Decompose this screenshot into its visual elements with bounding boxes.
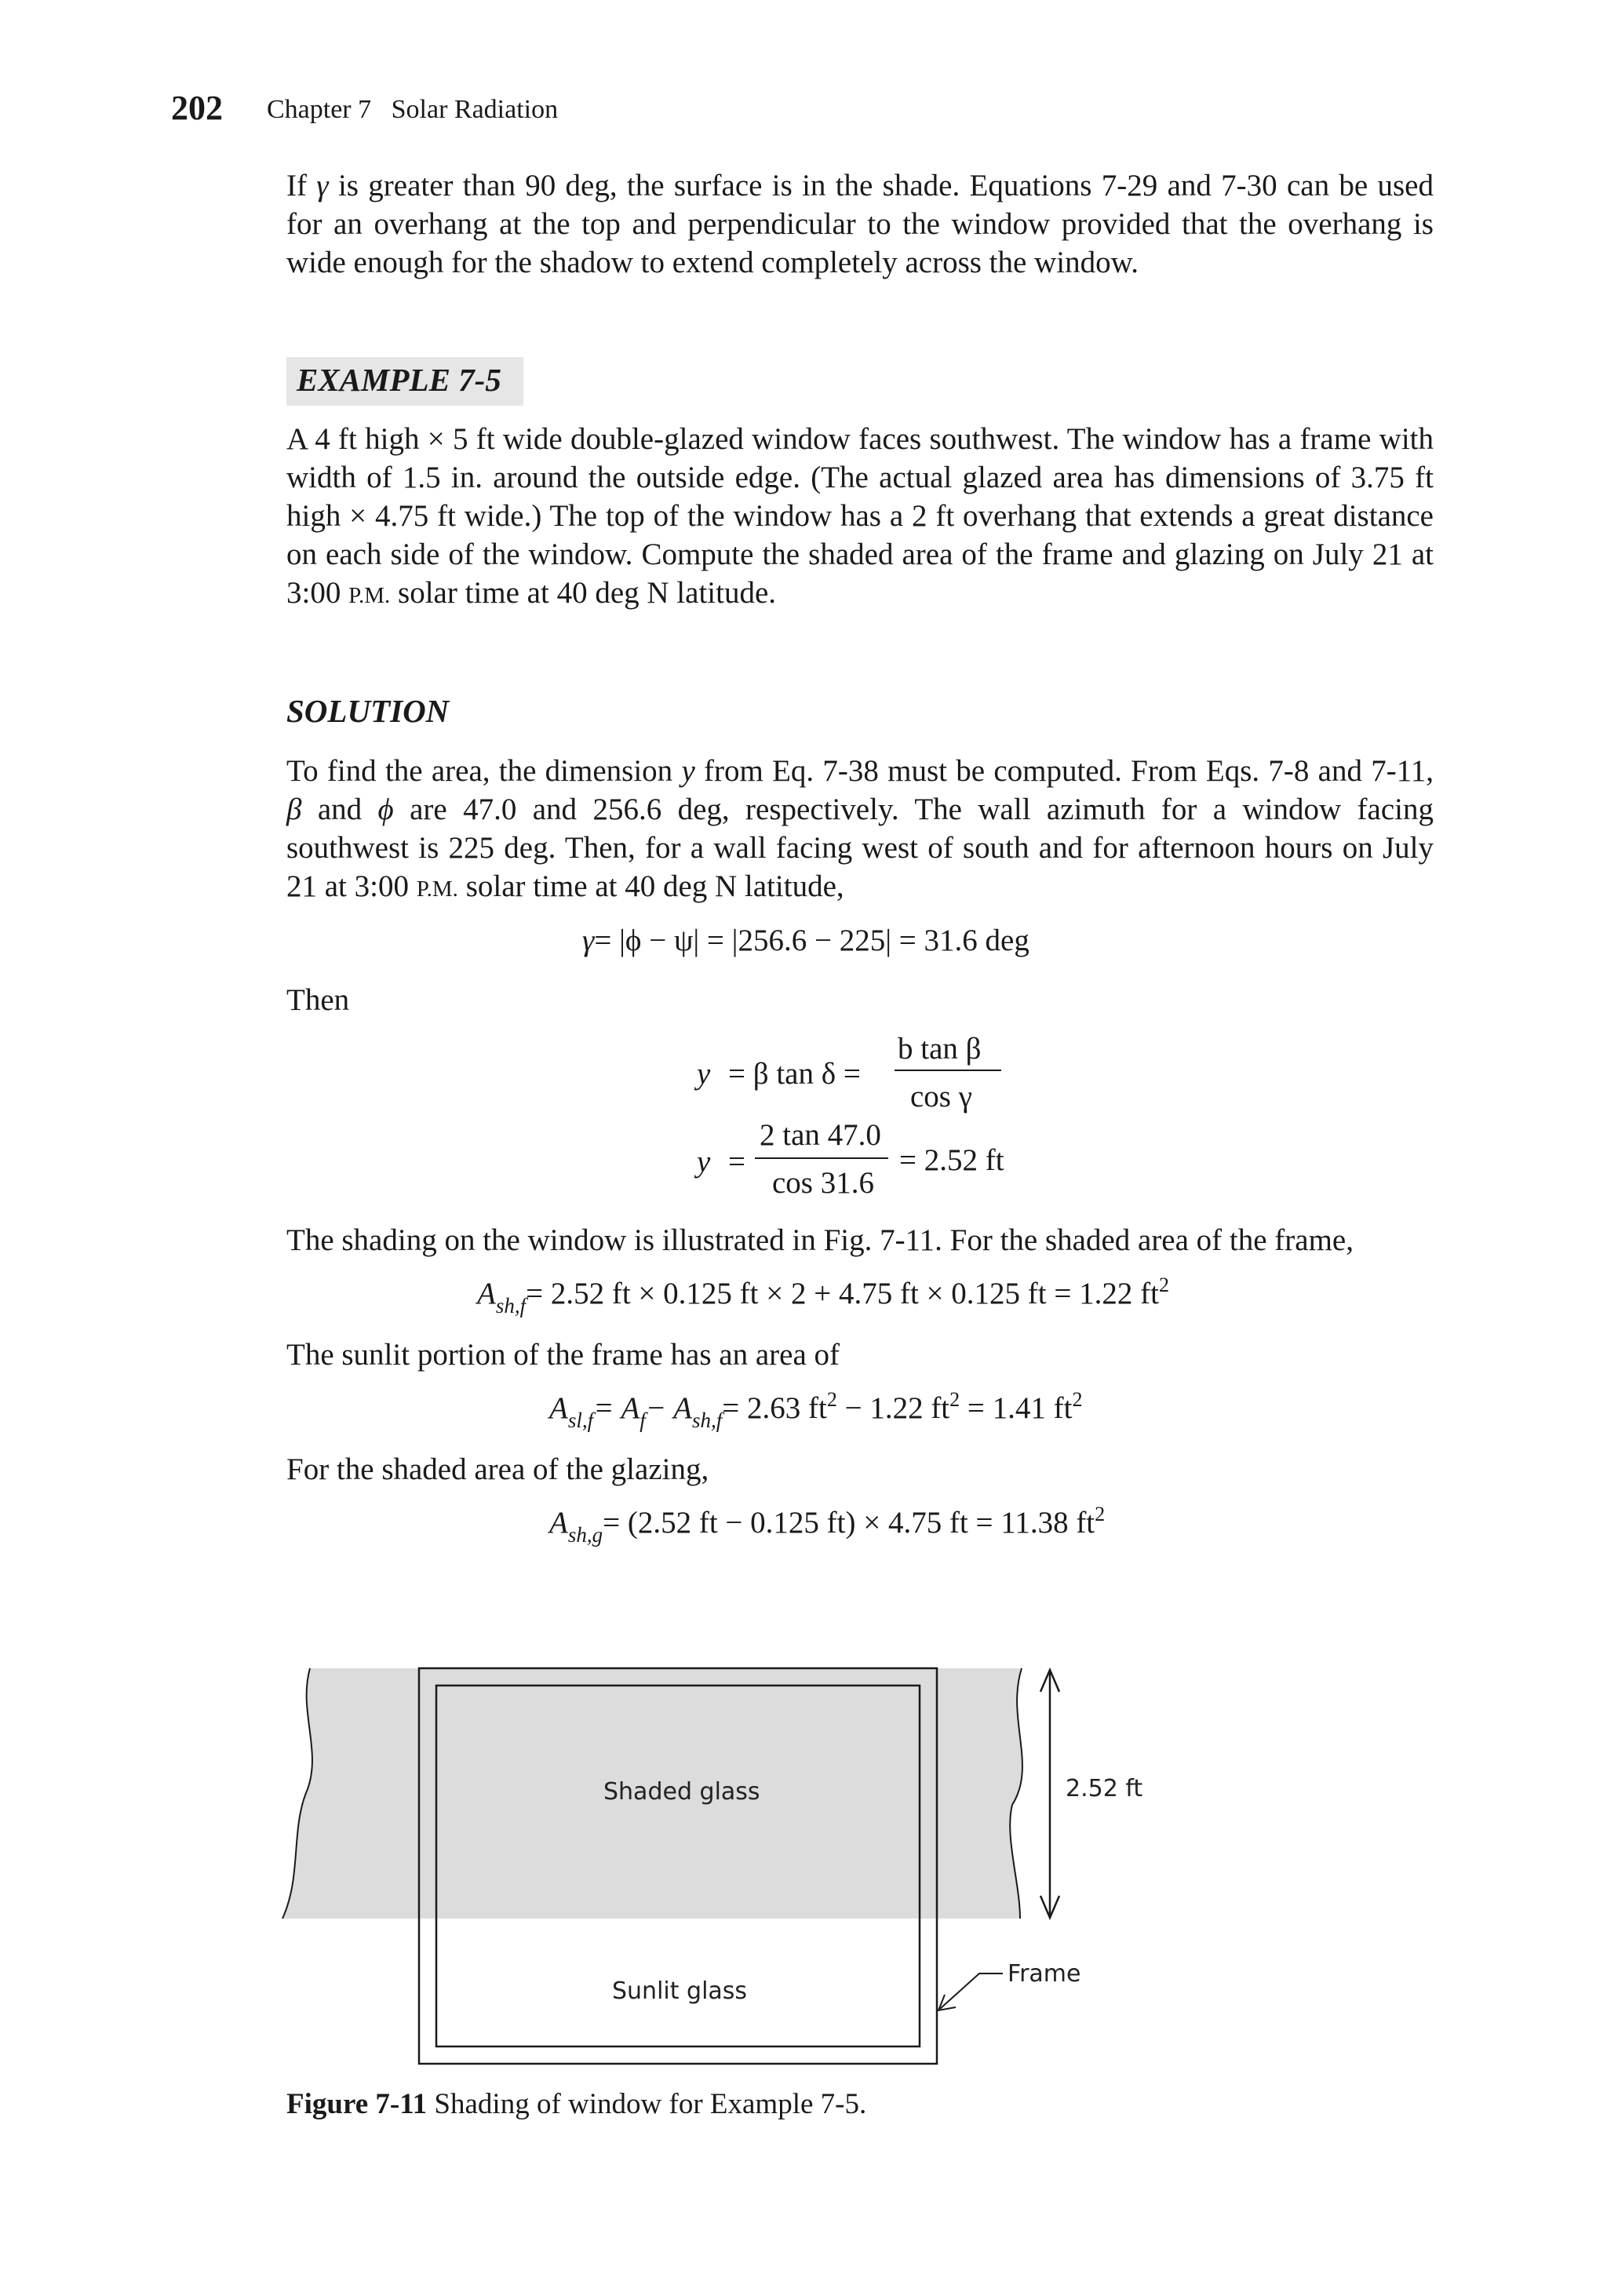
- equation-y1-lhs: y: [697, 1057, 711, 1091]
- equation-y2-numerator: 2 tan 47.0: [760, 1118, 881, 1152]
- example-title: EXAMPLE 7-5: [297, 362, 501, 398]
- shaded-glass-label: Shaded glass: [603, 1778, 760, 1806]
- frame-label: Frame: [1008, 1960, 1081, 1988]
- sunlit-glass-label: Sunlit glass: [612, 1977, 748, 2005]
- chapter-title: Solar Radiation: [391, 95, 559, 124]
- equation-gamma: γ= |ϕ − ψ| = |256.6 − 225| = 31.6 deg: [582, 924, 1029, 957]
- chapter-label: Chapter 7: [267, 95, 372, 124]
- equation-y1-numerator: b tan β: [898, 1032, 982, 1066]
- equation-y2-eq: =: [728, 1145, 745, 1179]
- sunlit-paragraph: The sunlit portion of the frame has an area of: [286, 1338, 840, 1372]
- shading-paragraph: The shading on the window is illustrated in Fig. 7-11. For the shaded area of the frame,: [286, 1223, 1354, 1257]
- solution-title: SOLUTION: [286, 693, 450, 729]
- dimension-label: 2.52 ft: [1066, 1775, 1143, 1802]
- equation-ashg: $A_{sh,g}= (2.52$ ft − 0.125 ft) × 4.75 ft = 11.38 $ft^2$: [549, 1503, 1106, 1547]
- equation-y1-mid: = β tan δ =: [728, 1057, 861, 1091]
- frame-leader-line: [940, 1973, 1003, 2009]
- equation-ashf: $A_{sh,f}= 2.52$ ft × 0.125 ft × 2 + 4.75 ft × 0.125 ft = 1.22 $ft^2$: [477, 1274, 1169, 1317]
- equation-y1-denominator: cos γ: [910, 1080, 972, 1113]
- equation-aslf: $A_{sl,f}= A_f- A_{sh,f}= 2.63$ $ft^2 - 1.22$ $ft^2 = 1.41$ $ft^2$: [549, 1388, 1083, 1432]
- then-label: Then: [286, 983, 350, 1017]
- equation-y2-lhs: y: [697, 1145, 711, 1179]
- glazing-paragraph: For the shaded area of the glazing,: [286, 1452, 709, 1486]
- example-paragraph: A 4 ft high × 5 ft wide double-glazed window faces southwest. The window has a frame with width of 1.5 in. around the outside edge. (The actual glazed area has dimensions of 3.75 ft high × 4.75 ft wide.) The top of the window has a 2 ft overhang that extends a great distance on each side of the window. Compute the shaded area of the frame and glazing on July 21 at 3:00 P.M. solar time at 40 deg N latitude.: [286, 422, 1434, 610]
- intro-paragraph: If γ is greater than 90 deg, the surface is in the shade. Equations 7-29 and 7-30 can be used for an overhang at the top and perpendicular to the window provided that the overhang is wide enough for the shadow to extend completely across the window.: [286, 169, 1434, 279]
- equation-y2-denominator: cos 31.6: [772, 1166, 874, 1200]
- solution-paragraph: To find the area, the dimension y from Eq. 7-38 must be computed. From Eqs. 7-8 and 7-11, β and ϕ are 47.0 and 256.6 deg, respectively. The wall azimuth for a window facing southwest is 225 deg. Then, for a wall facing west of south and for afternoon hours on July 21 at 3:00 P.M. solar time at 40 deg N latitude,: [286, 754, 1434, 903]
- figure-caption: Figure 7-11 Shading of window for Example 7-5.: [286, 2088, 867, 2120]
- equation-y2-result: = 2.52 ft: [899, 1143, 1004, 1177]
- page-number: 202: [171, 89, 223, 127]
